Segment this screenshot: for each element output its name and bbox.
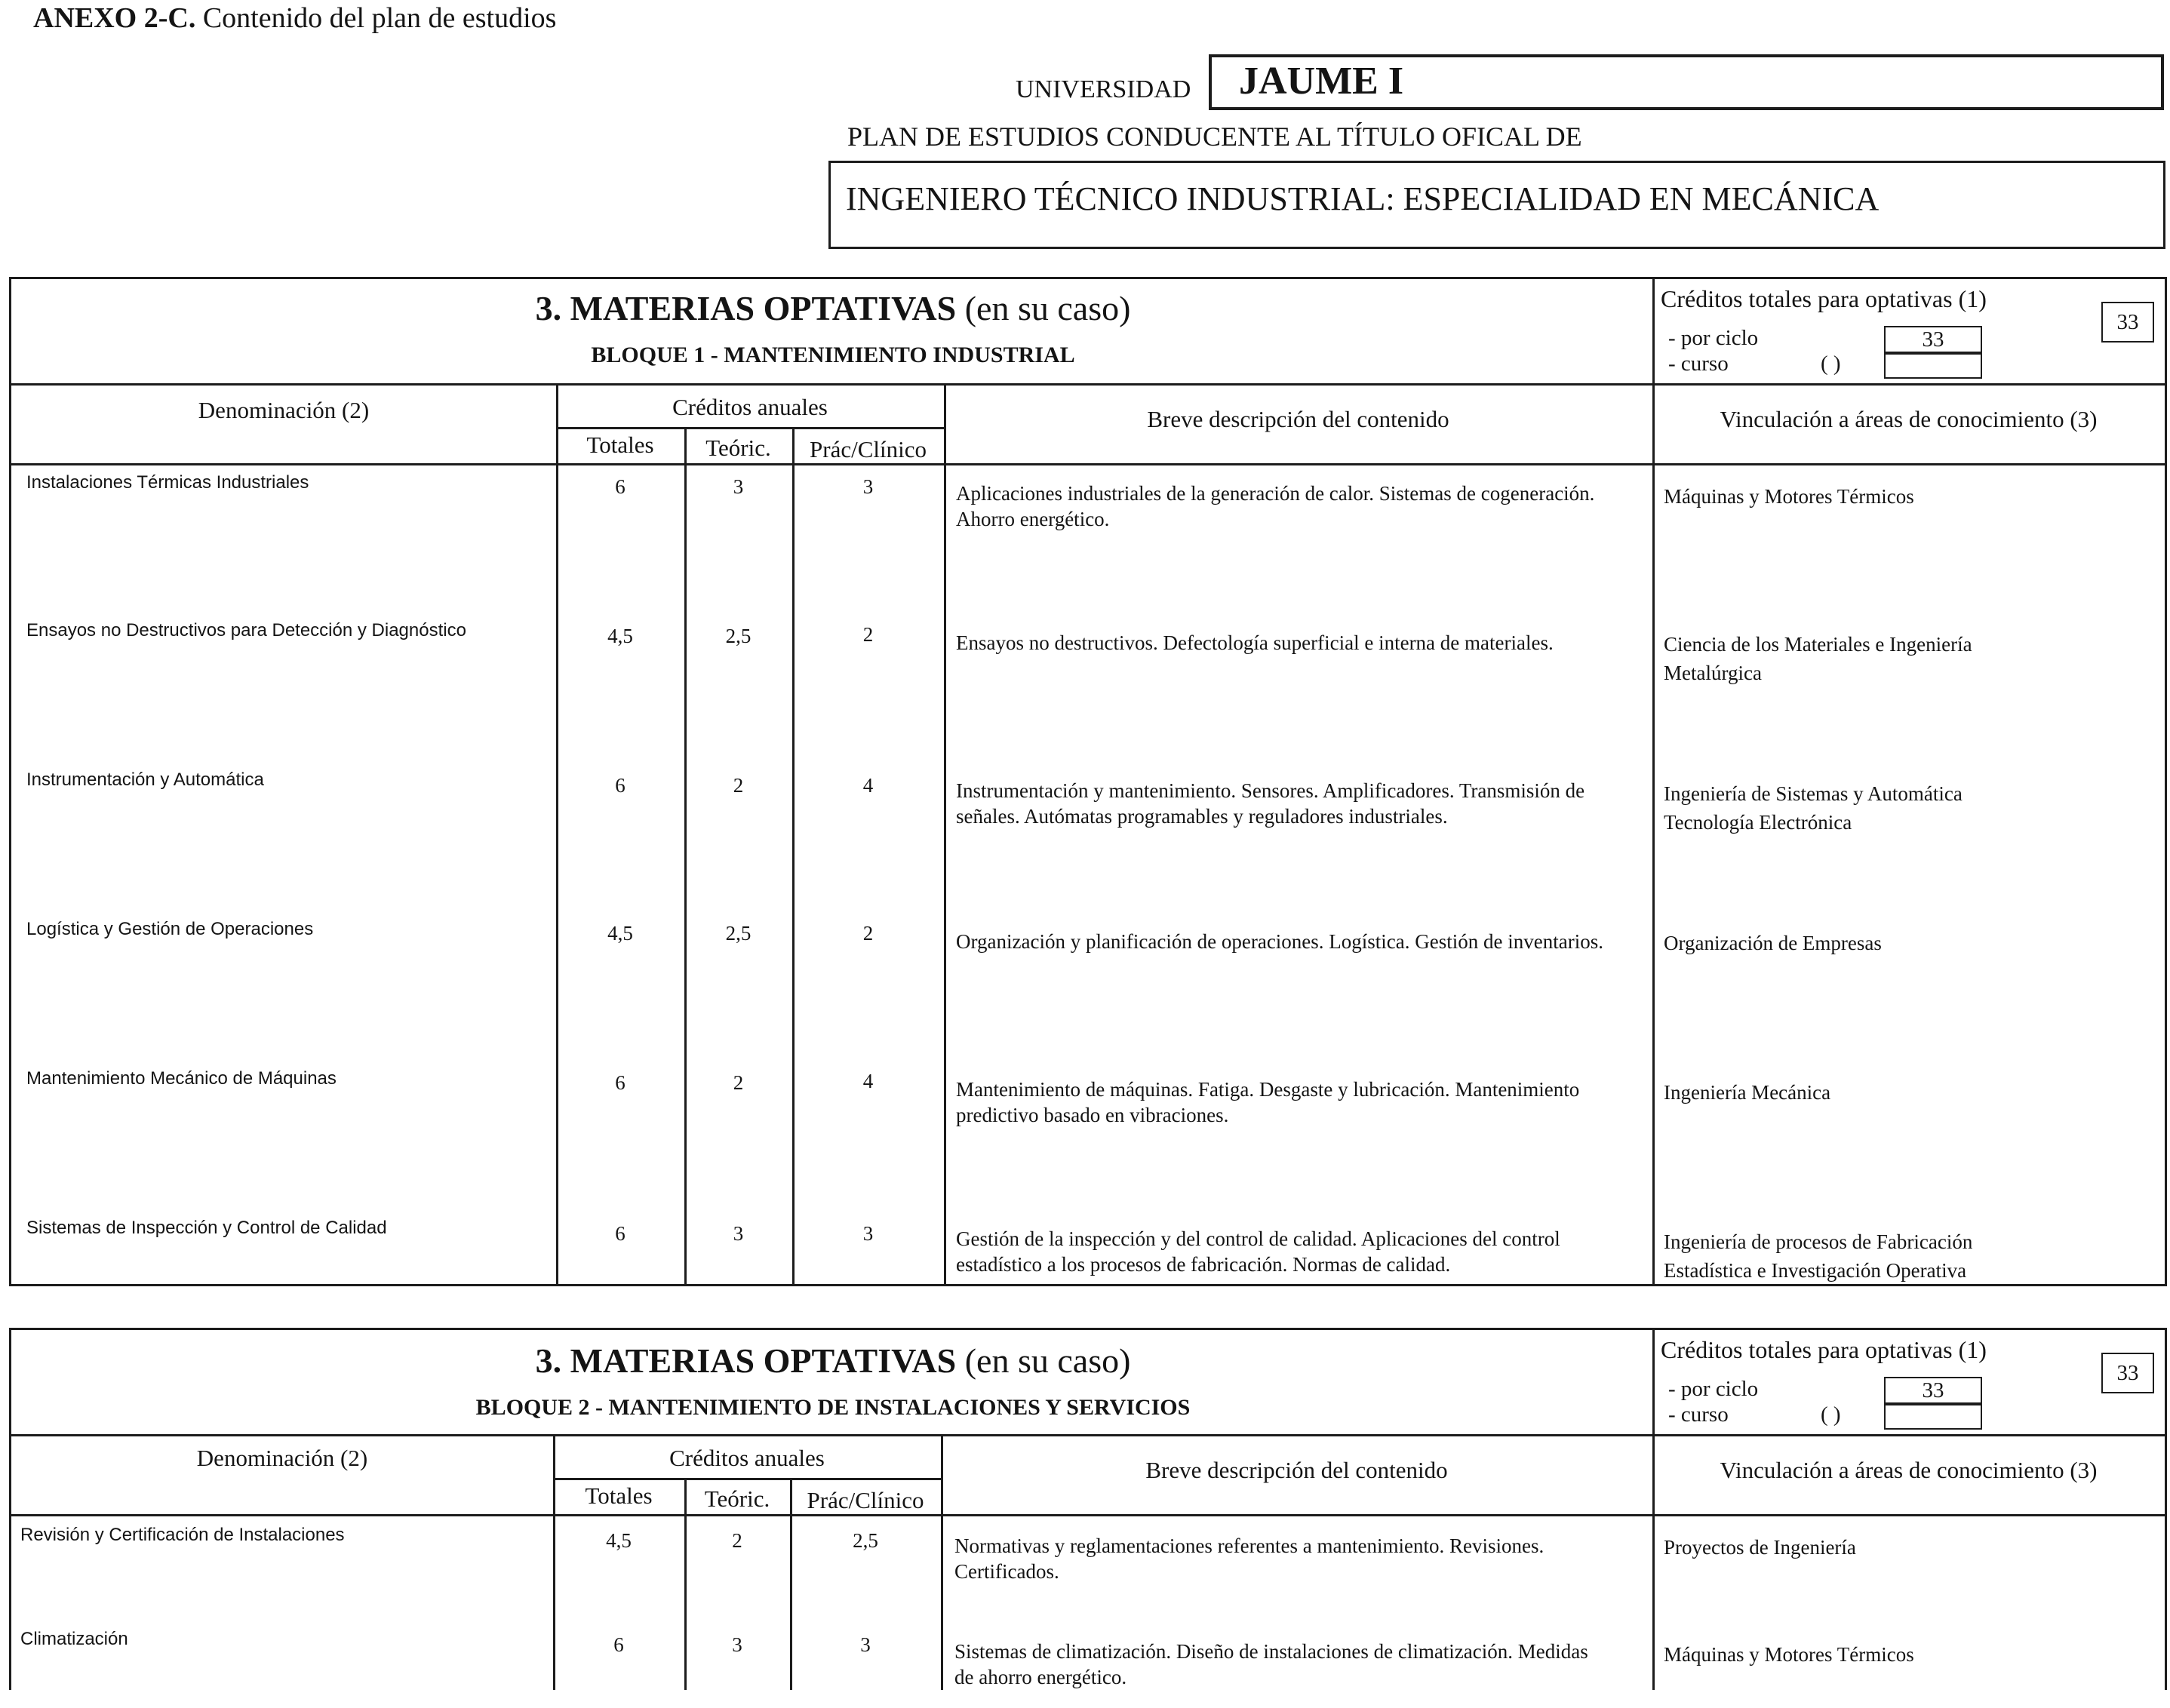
subheader-rule	[556, 427, 944, 429]
plan-label: PLAN DE ESTUDIOS CONDUCENTE AL TÍTULO OFICAL DE	[847, 121, 1582, 152]
col-denominacion: Denominación (2)	[198, 397, 370, 423]
subheader-rule	[553, 1478, 941, 1480]
row-prac: 2	[862, 922, 874, 945]
curso-paren: ( )	[1821, 1402, 1841, 1427]
row-desc-line1: Organización y planificación de operaciones. Logística. Gestión de inventarios.	[956, 930, 1603, 953]
row-desc-line2: estadístico a los procesos de fabricación. Normas de calidad.	[956, 1253, 1451, 1276]
row-totales: 6	[615, 774, 625, 797]
row-area-line1: Ingeniería Mecánica	[1664, 1081, 1831, 1104]
annex-prefix: ANEXO 2-C.	[33, 2, 196, 34]
row-desc-line2: Certificados.	[954, 1560, 1059, 1583]
row-desc-line2: señales. Autómatas programables y reguladores industriales.	[956, 805, 1448, 828]
row-area-line1: Ingeniería de procesos de Fabricación	[1664, 1230, 1973, 1253]
block-heading	[11, 1341, 1655, 1381]
col-prac: Prác/Clínico	[810, 436, 927, 462]
col-vinculacion: Vinculación a áreas de conocimiento (3)	[1720, 1457, 2098, 1483]
row-teoric: 2	[732, 1529, 742, 1552]
credits-total-label: Créditos totales para optativas (1)	[1661, 1336, 1987, 1363]
row-desc-line2: predictivo basado en vibraciones.	[956, 1104, 1229, 1126]
por-ciclo-label: - por ciclo	[1668, 326, 1759, 350]
row-desc-line1: Mantenimiento de máquinas. Fatiga. Desgaste y lubricación. Mantenimiento	[956, 1078, 1580, 1101]
row-area-line1: Máquinas y Motores Térmicos	[1664, 1643, 1914, 1666]
row-name: Mantenimiento Mecánico de Máquinas	[26, 1068, 337, 1089]
row-area-line1: Proyectos de Ingeniería	[1664, 1536, 1856, 1559]
heading-text: 3. MATERIAS OPTATIVAS	[535, 289, 957, 327]
block-2-table	[9, 1328, 2167, 1690]
row-desc-line2: Ahorro energético.	[956, 508, 1110, 530]
curso-label: - curso	[1668, 1402, 1729, 1427]
row-name: Climatización	[20, 1629, 128, 1649]
curso-value-box	[1884, 1404, 1982, 1430]
row-prac: 4	[862, 1070, 874, 1092]
row-desc-line1: Normativas y reglamentaciones referentes a mantenimiento. Revisiones.	[954, 1534, 1545, 1557]
university-box	[1209, 54, 2164, 110]
row-teoric: 2	[733, 1071, 744, 1094]
total-credits-box: 33	[2101, 1353, 2154, 1393]
por-ciclo-label: - por ciclo	[1668, 1377, 1759, 1401]
university-name: JAUME I	[1239, 60, 1404, 103]
col-totales: Totales	[585, 1482, 653, 1509]
header-rule	[11, 1434, 2165, 1436]
row-desc-line1: Aplicaciones industriales de la generación de calor. Sistemas de cogeneración.	[956, 482, 1595, 505]
columns-rule	[11, 1514, 2165, 1516]
degree-title-box	[828, 161, 2165, 249]
degree-title: INGENIERO TÉCNICO INDUSTRIAL: ESPECIALIDAD EN MECÁNICA	[846, 180, 1880, 217]
row-teoric: 3	[733, 1222, 744, 1245]
row-prac: 2	[862, 623, 874, 646]
row-totales: 4,5	[606, 1529, 632, 1552]
row-name: Ensayos no Destructivos para Detección y Diagnóstico	[26, 620, 466, 640]
row-teoric: 2,5	[725, 922, 752, 945]
row-teoric: 2	[733, 774, 744, 797]
heading-suffix: (en su caso)	[964, 289, 1131, 327]
annex-text: Contenido del plan de estudios	[202, 2, 557, 34]
row-name: Logística y Gestión de Operaciones	[26, 919, 314, 939]
curso-paren: ( )	[1821, 352, 1841, 376]
block-1-table	[9, 277, 2167, 1286]
row-teoric: 3	[732, 1633, 742, 1656]
heading-suffix: (en su caso)	[964, 1341, 1131, 1380]
row-area-line1: Máquinas y Motores Térmicos	[1664, 485, 1914, 508]
row-desc-line2: de ahorro energético.	[954, 1666, 1127, 1688]
col-denominacion: Denominación (2)	[196, 1445, 368, 1471]
block-title: BLOQUE 1 - MANTENIMIENTO INDUSTRIAL	[591, 343, 1075, 367]
row-prac: 3	[862, 1222, 874, 1245]
row-totales: 4,5	[607, 922, 633, 945]
row-totales: 6	[613, 1633, 624, 1656]
row-desc-line1: Instrumentación y mantenimiento. Sensores. Amplificadores. Transmisión de	[956, 779, 1585, 802]
row-area-line2: Tecnología Electrónica	[1664, 811, 1852, 834]
block-title: BLOQUE 2 - MANTENIMIENTO DE INSTALACIONES Y SERVICIOS	[475, 1395, 1191, 1420]
col-totales: Totales	[586, 432, 654, 458]
row-prac: 3	[860, 1633, 871, 1656]
row-prac: 2,5	[853, 1529, 878, 1552]
curso-value-box	[1884, 353, 1982, 379]
row-totales: 6	[615, 1071, 625, 1094]
col-divider	[1652, 383, 1655, 1284]
row-totales: 6	[615, 1222, 625, 1245]
row-totales: 6	[615, 475, 625, 498]
col-descripcion: Breve descripción del contenido	[1147, 406, 1449, 432]
columns-rule	[11, 463, 2165, 465]
row-teoric: 2,5	[725, 625, 752, 647]
total-credits-box: 33	[2101, 302, 2154, 343]
heading-text: 3. MATERIAS OPTATIVAS	[535, 1341, 957, 1380]
por-ciclo-value: 33	[1884, 1377, 1982, 1404]
annex-title	[33, 2, 556, 35]
row-totales: 4,5	[607, 625, 633, 647]
row-name: Sistemas de Inspección y Control de Calidad	[26, 1218, 387, 1238]
col-prac: Prác/Clínico	[807, 1487, 924, 1513]
row-desc-line1: Sistemas de climatización. Diseño de instalaciones de climatización. Medidas	[954, 1640, 1588, 1663]
row-area-line2: Metalúrgica	[1664, 662, 1762, 684]
row-teoric: 3	[733, 475, 744, 498]
col-vinculacion: Vinculación a áreas de conocimiento (3)	[1720, 406, 2098, 432]
credits-total-label: Créditos totales para optativas (1)	[1661, 285, 1987, 312]
row-area-line1: Organización de Empresas	[1664, 932, 1882, 954]
col-divider	[556, 383, 558, 1284]
row-desc-line1: Gestión de la inspección y del control de calidad. Aplicaciones del control	[956, 1227, 1560, 1250]
col-divider	[684, 427, 687, 1284]
row-prac: 4	[862, 774, 874, 797]
block-heading	[11, 288, 1655, 328]
row-name: Instalaciones Térmicas Industriales	[26, 472, 309, 493]
row-area-line2: Estadística e Investigación Operativa	[1664, 1259, 1967, 1282]
row-desc-line1: Ensayos no destructivos. Defectología superficial e interna de materiales.	[956, 631, 1554, 654]
col-descripcion: Breve descripción del contenido	[1145, 1457, 1448, 1483]
col-divider	[944, 383, 946, 1284]
col-divider	[792, 427, 795, 1284]
university-label: UNIVERSIDAD	[1016, 75, 1191, 103]
col-creditos-anuales: Créditos anuales	[669, 1445, 825, 1471]
header-rule	[11, 383, 2165, 386]
row-name: Revisión y Certificación de Instalaciones	[20, 1525, 345, 1545]
por-ciclo-value: 33	[1884, 326, 1982, 353]
row-name: Instrumentación y Automática	[26, 770, 264, 790]
col-creditos-anuales: Créditos anuales	[672, 394, 828, 420]
row-area-line1: Ingeniería de Sistemas y Automática	[1664, 782, 1963, 805]
row-area-line1: Ciencia de los Materiales e Ingeniería	[1664, 633, 1972, 656]
row-prac: 3	[862, 475, 874, 498]
curso-label: - curso	[1668, 352, 1729, 376]
col-teoric: Teóric.	[704, 1485, 770, 1512]
col-teoric: Teóric.	[705, 435, 771, 461]
